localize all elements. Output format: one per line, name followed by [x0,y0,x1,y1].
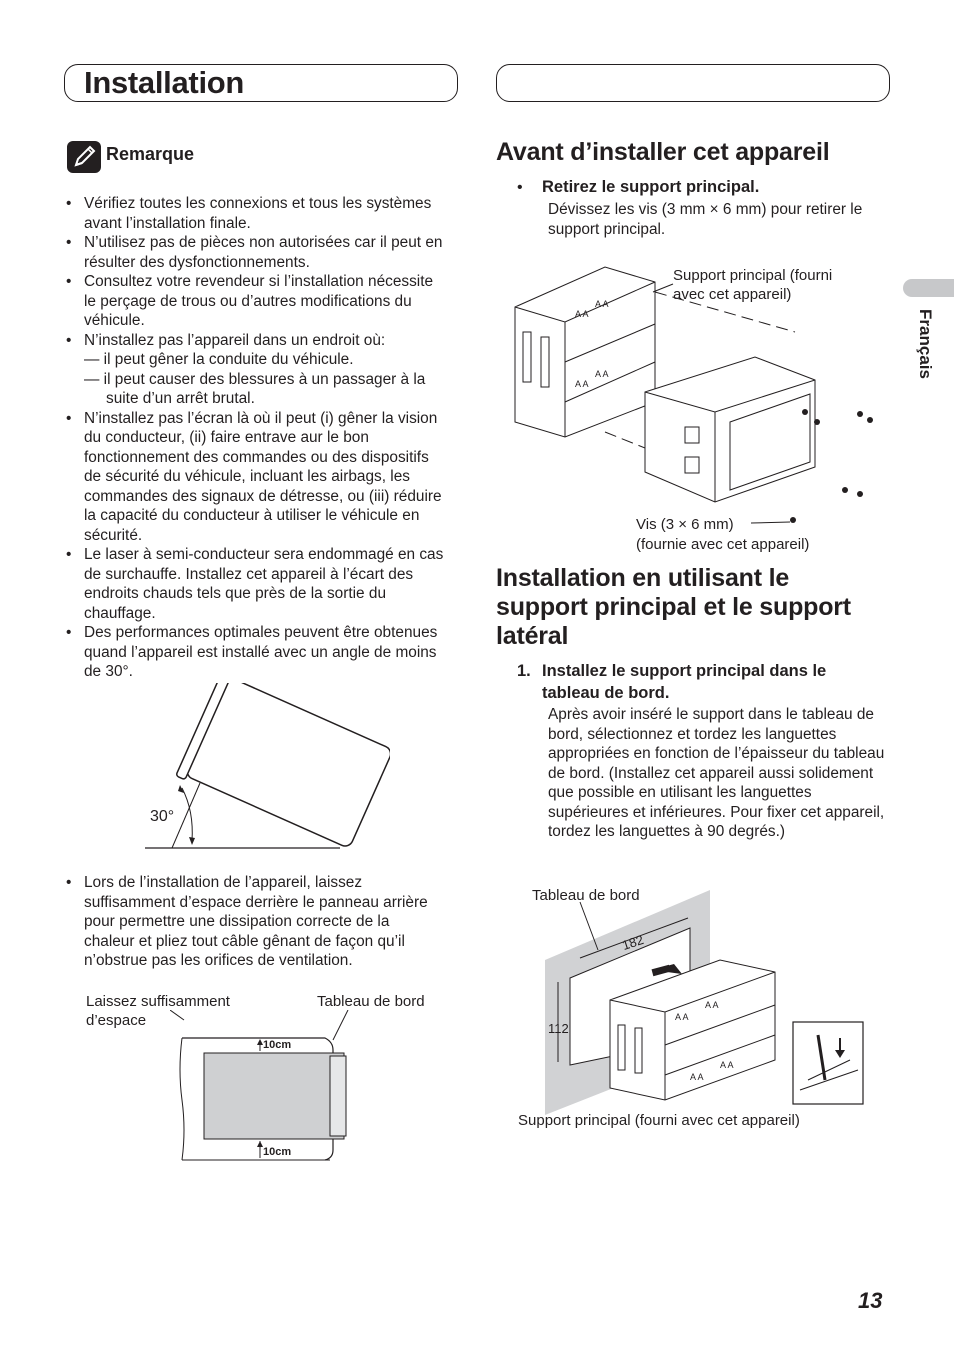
dashboard-insert-figure [540,890,870,1115]
step-remove-support: Retirez le support principal. [542,178,760,196]
step-install-text: Après avoir inséré le support dans le tableau de bord, sélectionnez et tordez les languettes appropriées en fonction de l’épaisseur du tableau de bord. (Installez cet appareil aussi solidement que possible en utilisant les languettes supérieures et inférieures. Pour fixer cet appareil, tordez les languettes à 90 degrés.) [548,706,885,840]
language-tab [903,279,954,297]
angle-figure [140,683,390,853]
step-remove-text: Dévissez les vis (3 mm × 6 mm) pour retirer le support principal. [548,201,863,238]
header-empty-box [496,64,890,102]
section-title-install: Installation en utilisant le support principal et le support latéral [496,564,851,650]
screws-label-2: (fournie avec cet appareil) [636,536,810,553]
angle-label: 30° [150,808,175,825]
list-item: • N’utilisez pas de pièces non autorisées car il peut en résulter des dysfonctionnements. [64,233,444,272]
gap-bottom-label: 10cm [263,1146,292,1158]
list-item: • Des performances optimales peuvent être obtenues quand l’appareil est installé avec un angle de moins de 30°. [64,623,444,682]
list-item [64,331,444,409]
support-caption: Support principal (fourni avec cet appareil) [518,1112,800,1129]
step-install-support: Installez le support principal dans le tableau de bord. [542,662,827,702]
list-item: • N’installez pas l’écran là où il peut (i) gêner la vision du conducteur, (ii) faire entrave aur le bon fonctionnement des commandes ou des dispositifs de sécurité du véhicule, incluant les airbags, les commandes des signaux de détresse, ou (iii) réduire la capacité du conducteur à utiliser le véhicule en sécurité. [64,409,444,546]
sub-dash-item: — il peut causer des blessures à un passager à la suite d’un arrêt brutal. [84,370,426,407]
svg-text:A A: A A [705,1000,719,1010]
dashboard-label: Tableau de bord [317,993,425,1010]
pencil-note-icon [67,141,101,173]
screws-label: Vis (3 × 6 mm) [636,516,734,533]
step-bullet: • [517,179,523,196]
dashboard-label-2: Tableau de bord [532,887,640,904]
gap-top-label: 10cm [263,1039,292,1051]
list-item-text: N’installez pas l’appareil dans un endroit où: [84,331,386,349]
language-label: Français [916,309,935,379]
list-item: • Consultez votre revendeur si l’installation nécessite le perçage de trous ou d’autres modifications du véhicule. [64,272,444,331]
space-label: Laissez suffisamment d’espace [86,993,230,1029]
list-item: • Le laser à semi-conducteur sera endommagé en cas de surchauffe. Installez cet appareil à l’écart des endroits chauds tels que près de la sortie du chauffage. [64,545,444,623]
list-item: • Vérifiez toutes les connexions et tous les systèmes avant l’installation finale. [64,194,444,233]
svg-text:A A: A A [720,1060,734,1070]
svg-text:A A: A A [595,369,609,379]
note-bullet-list [64,194,444,682]
page-number: 13 [858,1288,883,1313]
dim-height-label: 112 [548,1021,569,1036]
step-number: 1. [517,662,531,680]
list-item: • Lors de l’installation de l’appareil, laissez suffisamment d’espace derrière le panneau arrière pour permettre une dissipation correcte de la chaleur et pliez tout câble gênant de façon qu’il n’obstrue pas les orifices de ventilation. [64,873,444,971]
sub-dash-item: — il peut gêner la conduite du véhicule. [84,351,354,368]
svg-text:A A: A A [675,1012,689,1022]
support-label: Support principal (fourni avec cet appareil) [673,267,833,303]
svg-text:A A: A A [575,379,589,389]
section-title-before-install: Avant d’installer cet appareil [496,138,830,166]
svg-text:A A: A A [595,299,609,309]
space-figure [170,1010,360,1165]
svg-text:A A: A A [690,1072,704,1082]
page-title: Installation [84,65,245,100]
dim-width-label: 182 [620,932,646,953]
svg-text:A A: A A [575,309,589,319]
note-label: Remarque [106,144,195,164]
note-bullet-list-2 [64,873,444,971]
